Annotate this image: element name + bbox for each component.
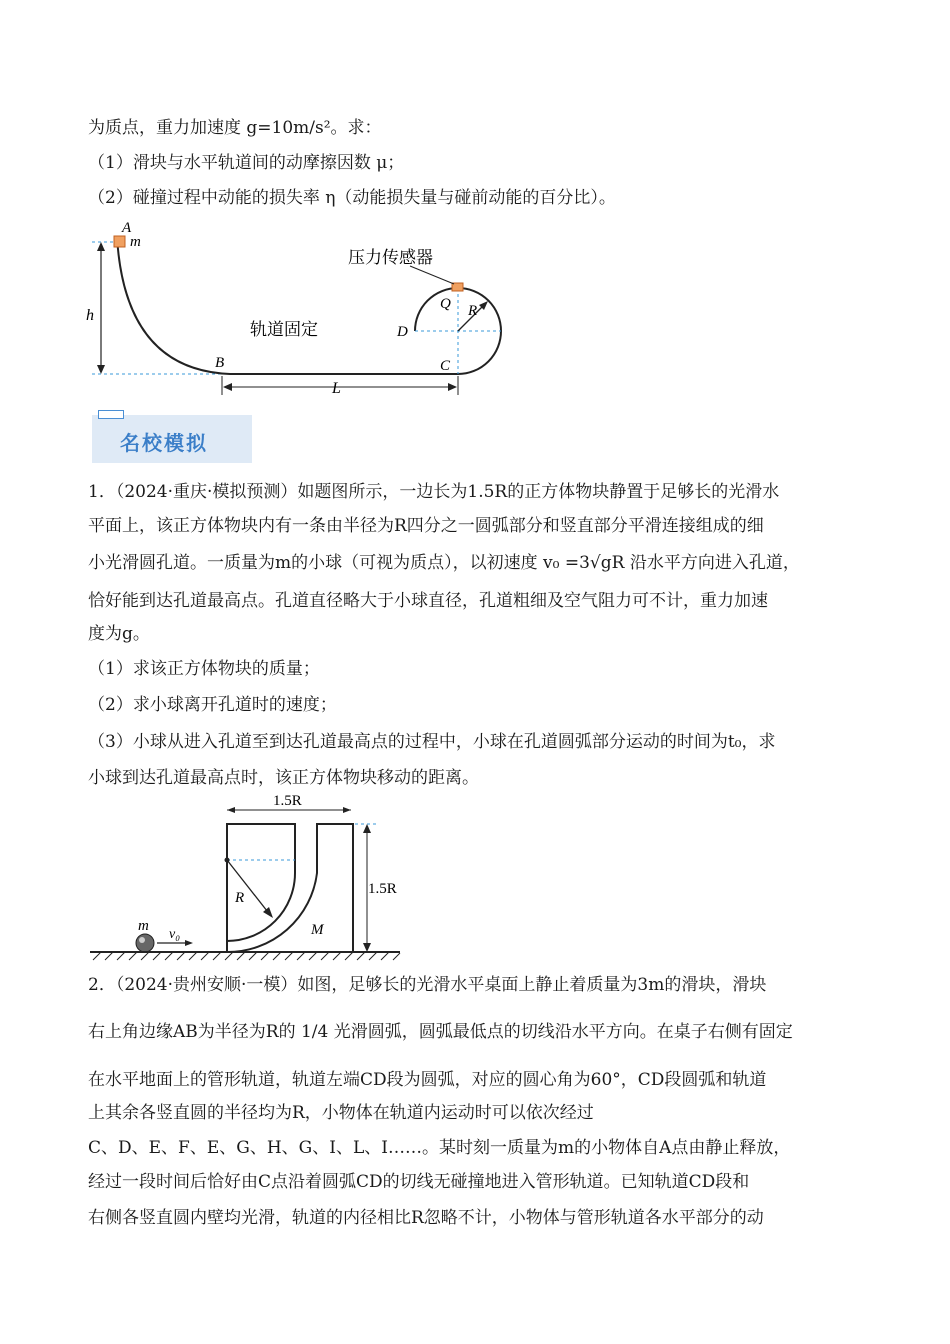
label-side-1-5R: 1.5R — [368, 881, 397, 897]
problem1-sub1: （1）求该正方体物块的质量； — [88, 659, 320, 679]
problem2-line7: 右侧各竖直圆内壁均光滑，轨道的内径相比R忽略不计，小物体与管形轨道各水平部分的动 — [88, 1208, 764, 1228]
text-line: 为质点，重力加速度 g=10m/s²。求： — [88, 118, 382, 138]
block-right-part — [227, 824, 353, 952]
problem2-line3: 在水平地面上的管形轨道，轨道左端CD段为圆弧，对应的圆心角为60°，CD段圆弧和轨道 — [88, 1070, 767, 1090]
ground-hatching — [93, 952, 400, 960]
label-top-1-5R: 1.5R — [273, 793, 302, 809]
label-m-2: m — [138, 918, 149, 934]
problem1-line2: 平面上，该正方体物块内有一条由半径为R四分之一圆弧部分和竖直部分平滑连接组成的细 — [88, 516, 764, 536]
label-R: R — [468, 303, 478, 319]
label-sensor: 压力传感器 — [348, 248, 433, 267]
problem2-line6: 经过一段时间后恰好由C点沿着圆弧CD的切线无碰撞地进入管形轨道。已知轨道CD段和 — [88, 1172, 750, 1192]
problem2-line2: 右上角边缘AB为半径为R的 1/4 光滑圆弧，圆弧最低点的切线沿水平方向。在桌子右侧有固定 — [88, 1022, 793, 1042]
velocity-arrow-head — [185, 940, 193, 946]
arrow-head-right — [448, 383, 457, 391]
label-B: B — [215, 355, 225, 371]
label-M: M — [311, 922, 324, 938]
problem1-sub2: （2）求小球离开孔道时的速度； — [88, 695, 337, 715]
banner-title: 名校模拟 — [120, 431, 208, 455]
problem1-line5: 度为g。 — [88, 624, 150, 644]
question-2: （2）碰撞过程中动能的损失率 η（动能损失量与碰前动能的百分比）。 — [88, 188, 616, 208]
label-h: h — [86, 307, 94, 324]
problem2-line4: 上其余各竖直圆的半径均为R，小物体在轨道内运动时可以依次经过 — [88, 1103, 594, 1123]
label-A: A — [122, 220, 132, 236]
problem2-line1: 2．（2024·贵州安顺·一模）如图，足够长的光滑水平桌面上静止着质量为3m的滑块，滑块 — [88, 975, 767, 995]
question-1: （1）滑块与水平轨道间的动摩擦因数 μ； — [88, 153, 405, 173]
label-m: m — [130, 234, 141, 250]
side-arrow-top — [363, 824, 371, 833]
side-arrow-bottom — [363, 943, 371, 952]
label-Q: Q — [440, 296, 451, 312]
sensor-pointer — [410, 266, 454, 284]
arrow-head-up — [97, 242, 105, 251]
ball-highlight — [139, 937, 145, 943]
arrow-head-down — [97, 365, 105, 374]
figure-block-diagram — [85, 790, 415, 965]
dim-arrow-left — [227, 807, 235, 813]
arrow-head-left — [223, 383, 232, 391]
label-v0: v₀ — [169, 927, 181, 942]
block-m — [114, 236, 125, 247]
block-left-part — [227, 824, 295, 941]
problem1-sub3a: （3）小球从进入孔道至到达孔道最高点的过程中，小球在孔道圆弧部分运动的时间为t₀，求 — [88, 732, 776, 752]
problem1-sub3b: 小球到达孔道最高点时，该正方体物块移动的距离。 — [88, 768, 479, 788]
label-C: C — [440, 358, 451, 374]
problem1-line4: 恰好能到达孔道最高点。孔道直径略大于小球直径，孔道粗细及空气阻力可不计，重力加速 — [88, 591, 768, 611]
problem2-line5: C、D、E、F、E、G、H、G、Ⅰ、L、I……。某时刻一质量为m的小物体自A点由静止释放， — [88, 1138, 791, 1158]
label-D: D — [397, 324, 408, 340]
ball-m — [136, 934, 154, 952]
banner-tab-icon — [98, 410, 124, 419]
figure-track-diagram — [80, 215, 520, 405]
problem1-line1: 1．（2024·重庆·模拟预测）如题图所示，一边长为1.5R的正方体物块静置于足够长的光滑水 — [88, 482, 780, 502]
label-R-2: R — [235, 890, 245, 906]
label-track-fixed: 轨道固定 — [250, 320, 318, 339]
problem1-line3: 小光滑圆孔道。一质量为m的小球（可视为质点），以初速度 v₀ =3√gR 沿水平方向进入孔道， — [88, 553, 800, 573]
label-L: L — [332, 380, 341, 397]
radius-arrow-2 — [227, 860, 271, 916]
dim-arrow-right — [343, 807, 351, 813]
